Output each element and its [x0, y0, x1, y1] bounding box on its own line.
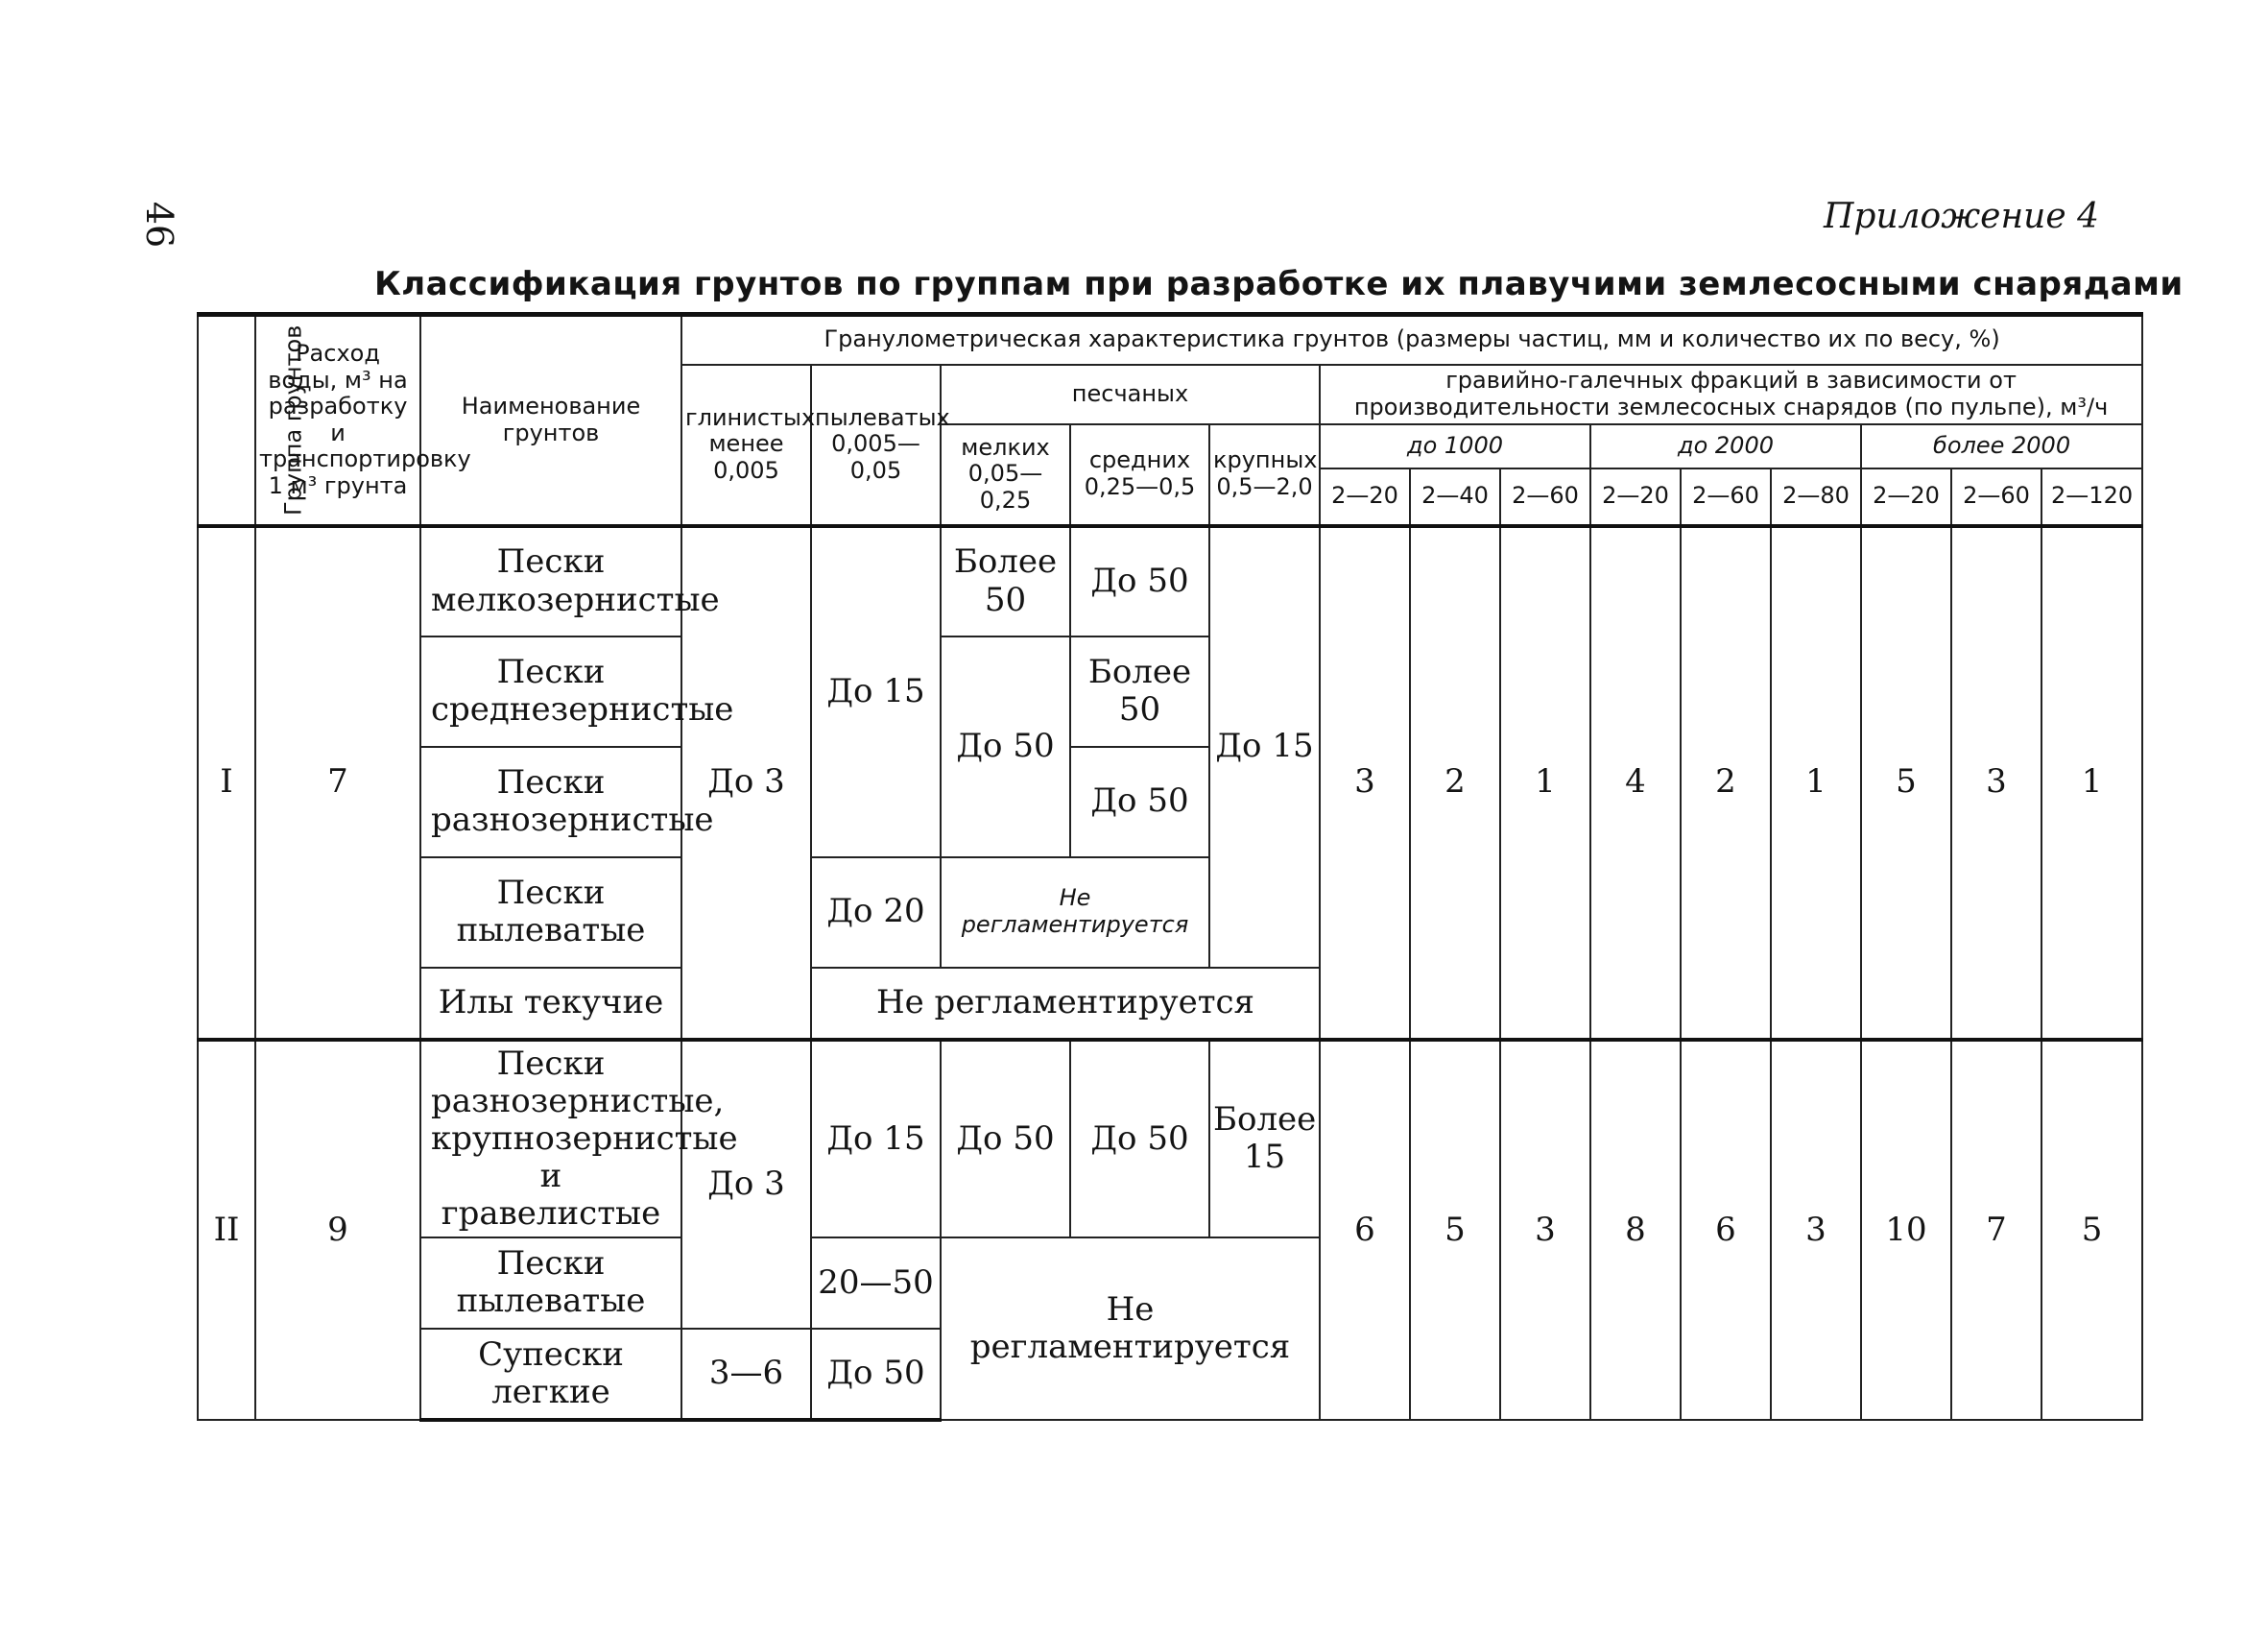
header-sand-fine: мелких 0,05—0,25 — [941, 424, 1070, 526]
header-range: 2—40 — [1410, 468, 1500, 526]
gravel-value: 2 — [1410, 526, 1500, 1040]
header-sand: песчаных — [941, 365, 1320, 424]
sand-fine-value: Более 50 — [941, 526, 1070, 636]
gravel-value: 1 — [1771, 526, 1861, 1040]
gravel-value: 1 — [1500, 526, 1590, 1040]
header-sand-coarse: крупных 0,5—2,0 — [1209, 424, 1320, 526]
gravel-value: 4 — [1590, 526, 1681, 1040]
header-group: Группа грунтов — [198, 315, 255, 526]
gravel-value: 8 — [1590, 1040, 1681, 1420]
gravel-value: 7 — [1951, 1040, 2041, 1420]
silt-value: До 15 — [811, 1040, 941, 1237]
header-granulometric: Гранулометрическая характеристика грунтов (размеры частиц, мм и количество их по весу, %) — [681, 315, 2142, 365]
sand-medium-value: Более 50 — [1070, 636, 1209, 747]
soil-name: Пески пылеватые — [420, 1237, 681, 1329]
silt-value: До 15 — [811, 526, 941, 857]
header-silt: пылеватых 0,005—0,05 — [811, 365, 941, 526]
gravel-value: 3 — [1951, 526, 2041, 1040]
header-perf-over-2000: более 2000 — [1861, 424, 2142, 468]
not-regulated: Не регламентируется — [811, 968, 1320, 1040]
header-perf-2000: до 2000 — [1590, 424, 1861, 468]
soil-name: Пески среднезернистые — [420, 636, 681, 747]
header-clay: глинистых менее 0,005 — [681, 365, 811, 526]
header-gravel: гравийно-галечных фракций в зависимости от производительности землесосных снарядов (по пульпе), м³/ч — [1320, 365, 2142, 424]
soil-name: Пески пылеватые — [420, 857, 681, 968]
gravel-value: 5 — [2041, 1040, 2142, 1420]
header-name: Наименование грунтов — [420, 315, 681, 526]
clay-value: До 3 — [681, 526, 811, 1040]
clay-value: До 3 — [681, 1040, 811, 1329]
header-range: 2—120 — [2041, 468, 2142, 526]
gravel-value: 3 — [1320, 526, 1410, 1040]
page-title: Классификация грунтов по группам при разработке их плавучими землесосными снарядами — [374, 265, 2184, 303]
group-number: II — [198, 1040, 255, 1420]
group-number: I — [198, 526, 255, 1040]
sand-fine-value: До 50 — [941, 1040, 1070, 1237]
gravel-value: 3 — [1500, 1040, 1590, 1420]
water-consumption: 7 — [255, 526, 420, 1040]
header-range: 2—80 — [1771, 468, 1861, 526]
soil-name: Пески мелкозернистые — [420, 526, 681, 636]
clay-value: 3—6 — [681, 1329, 811, 1420]
soil-name: Пески разнозернистые, крупнозернистые и гравелистые — [420, 1040, 681, 1237]
gravel-value: 5 — [1410, 1040, 1500, 1420]
gravel-value: 6 — [1320, 1040, 1410, 1420]
header-range: 2—20 — [1861, 468, 1951, 526]
not-regulated: Не регламентируется — [941, 1237, 1320, 1420]
sand-medium-value: До 50 — [1070, 1040, 1209, 1237]
header-sand-medium: средних 0,25—0,5 — [1070, 424, 1209, 526]
gravel-value: 3 — [1771, 1040, 1861, 1420]
silt-value: 20—50 — [811, 1237, 941, 1329]
sand-medium-value: До 50 — [1070, 747, 1209, 857]
gravel-value: 1 — [2041, 526, 2142, 1040]
classification-table — [197, 312, 2143, 1422]
not-regulated: Не регламентируется — [941, 857, 1209, 968]
page-number: 46 — [138, 201, 181, 249]
sand-coarse-value: До 15 — [1209, 526, 1320, 968]
table-row — [198, 1040, 2142, 1237]
gravel-value: 2 — [1681, 526, 1771, 1040]
gravel-value: 6 — [1681, 1040, 1771, 1420]
gravel-value: 5 — [1861, 526, 1951, 1040]
appendix-label: Приложение 4 — [1824, 197, 2099, 236]
sand-fine-value: До 50 — [941, 636, 1070, 857]
header-range: 2—60 — [1500, 468, 1590, 526]
table-body — [198, 526, 2142, 1420]
header-range: 2—60 — [1951, 468, 2041, 526]
soil-name: Пески разнозернистые — [420, 747, 681, 857]
gravel-value: 10 — [1861, 1040, 1951, 1420]
silt-value: До 50 — [811, 1329, 941, 1420]
header-water: Расход воды, м³ на разработку и транспортировку 1 м³ грунта — [255, 315, 420, 526]
header-range: 2—20 — [1320, 468, 1410, 526]
table-row — [198, 526, 2142, 636]
sand-medium-value: До 50 — [1070, 526, 1209, 636]
silt-value: До 20 — [811, 857, 941, 968]
header-range: 2—60 — [1681, 468, 1771, 526]
header-perf-1000: до 1000 — [1320, 424, 1590, 468]
soil-name: Илы текучие — [420, 968, 681, 1040]
soil-name: Супески легкие — [420, 1329, 681, 1420]
water-consumption: 9 — [255, 1040, 420, 1420]
header-range: 2—20 — [1590, 468, 1681, 526]
table-header — [198, 315, 2142, 526]
sand-coarse-value: Более 15 — [1209, 1040, 1320, 1237]
